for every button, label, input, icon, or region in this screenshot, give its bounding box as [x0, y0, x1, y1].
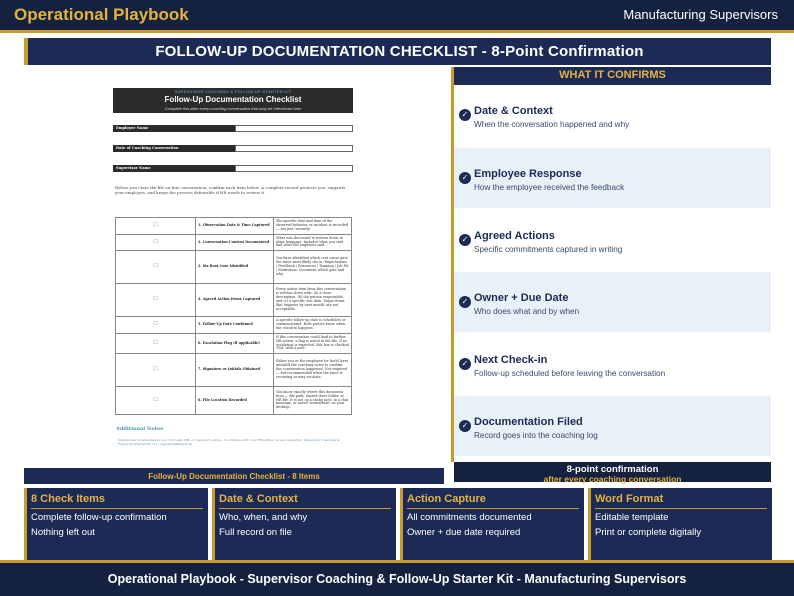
check-circle-icon: ✓ [459, 358, 471, 370]
document-header [113, 88, 353, 113]
checkbox-icon: ☐ [116, 251, 196, 284]
checkbox-icon: ☐ [116, 235, 196, 251]
checkbox-icon: ☐ [116, 317, 196, 334]
confirm-title: Documentation Filed [474, 416, 583, 428]
confirm-desc: Follow-up scheduled before leaving the conversation [474, 369, 666, 378]
confirm-item [454, 148, 771, 208]
card-line: Complete follow-up confirmation [31, 512, 167, 523]
card-divider [407, 508, 579, 509]
checklist-item: 4. Agreed Action Items Captured [196, 284, 274, 317]
card-line: Owner + due date required [407, 527, 521, 538]
confirm-item [454, 272, 771, 332]
top-divider [0, 30, 794, 33]
table-row [116, 387, 352, 415]
document-footnote [118, 438, 350, 446]
checklist-desc: What was discussed is written down in plain language. Includes what you said and what the employee said. [274, 235, 352, 251]
employee-name-field [113, 125, 353, 132]
confirm-desc: Specific commitments captured in writing [474, 245, 623, 254]
conversation-date-field [113, 145, 353, 152]
confirms-footer-line1: 8-point confirmation [566, 464, 659, 475]
table-row [116, 317, 352, 334]
card-divider [595, 508, 767, 509]
card-title: 8 Check Items [31, 493, 105, 505]
confirms-footer [454, 462, 771, 482]
check-circle-icon: ✓ [459, 109, 471, 121]
check-circle-icon: ✓ [459, 296, 471, 308]
additional-notes-heading: Additional Notes [116, 426, 164, 432]
title-banner [24, 38, 771, 65]
checklist-desc: You know exactly where this document lives — file path, shared drive folder, or HR file. It is not on a sticky note, in a chat message, or saved 'somewhere' on your desktop. [274, 387, 352, 415]
confirm-title: Employee Response [474, 168, 582, 180]
card-line: All commitments documented [407, 512, 532, 523]
checklist-desc: If this conversation could lead to further HR action, a flag is noted in the file. If no escalation is expected, this box is checked 'N/A' with a note. [274, 334, 352, 354]
check-circle-icon: ✓ [459, 234, 471, 246]
bottom-bar [0, 563, 794, 596]
checklist-desc: The specific date and time of the observed behavior or incident is recorded — not just 'recently.' [274, 218, 352, 235]
checklist-desc: Every action item from this conversation is written down with: (a) a clear description, (b) the person responsible, and (c) a specific due date. Vague items like 'improve by next month' are not acceptable. [274, 284, 352, 317]
confirm-desc: When the conversation happened and why [474, 120, 630, 129]
checkbox-icon: ☐ [116, 354, 196, 387]
confirms-footer-line2: after every coaching conversation [543, 474, 682, 484]
page-title: FOLLOW-UP DOCUMENTATION CHECKLIST - 8-Point Confirmation [155, 43, 644, 60]
feature-card [400, 488, 584, 560]
checklist-item: 3. Six Root Gate Identified [196, 251, 274, 284]
confirm-desc: Who does what and by when [474, 307, 580, 316]
card-line: Full record on file [219, 527, 292, 538]
table-row [116, 284, 352, 317]
footnote-link: Supervisor Coaching & Follow-Up Starter Kit | v1 | OperationalPlaybook [118, 438, 340, 446]
card-divider [31, 508, 203, 509]
checklist-item: 2. Conversation Content Documented [196, 235, 274, 251]
field-input-box [235, 125, 353, 132]
checklist-desc: You have identified which root cause gate the issue most likely sits in: Expectations / Feedback / Resources / Training / Job Fit / Motivation. Document which gate and why. [274, 251, 352, 284]
card-title: Word Format [595, 493, 664, 505]
document-preview [113, 88, 353, 448]
check-circle-icon: ✓ [459, 420, 471, 432]
checklist-desc: Either you or the employee (or both) have initialed the coaching notes to confirm the conversation happened. Not required — but recommended when the issue is recurring or may escalate. [274, 354, 352, 387]
field-label: Employee Name [113, 125, 235, 132]
checklist-item: 8. File Location Recorded [196, 387, 274, 415]
table-row [116, 218, 352, 235]
field-input-box [235, 145, 353, 152]
checklist-table [115, 217, 352, 415]
card-line: Editable template [595, 512, 669, 523]
footnote-text: Operational documentation tool. Not legal, HR, or regulatory advice. Coordinate with your HR partner on any escalation. [118, 438, 303, 442]
checklist-item: 1. Observation Date & Time Captured [196, 218, 274, 235]
card-line: Who, when, and why [219, 512, 308, 523]
footer-text: Operational Playbook - Supervisor Coaching & Follow-Up Starter Kit - Manufacturing Supervisors [107, 572, 687, 586]
field-label: Supervisor Name [113, 165, 235, 172]
feature-card [212, 488, 396, 560]
checklist-item: 7. Signature or Initials Obtained [196, 354, 274, 387]
table-row [116, 354, 352, 387]
checkbox-icon: ☐ [116, 334, 196, 354]
checklist-item: 5. Follow-Up Date Confirmed [196, 317, 274, 334]
confirm-title: Owner + Due Date [474, 292, 569, 304]
confirm-desc: Record goes into the coaching log [474, 431, 598, 440]
checklist-item: 6. Escalation Flag (if applicable) [196, 334, 274, 354]
card-title: Date & Context [219, 493, 298, 505]
document-intro: Before you close the file on this conversation, confirm each item below. A complete record protects you, supports your employee, and keeps the process defensible if HR needs to review it. [115, 185, 346, 195]
checkbox-icon: ☐ [116, 387, 196, 415]
table-row [116, 334, 352, 354]
audience-label: Manufacturing Supervisors [623, 7, 778, 22]
document-kicker: SUPERVISOR COACHING & FOLLOW-UP STARTER KIT [174, 89, 292, 94]
confirm-title: Next Check-in [474, 354, 548, 366]
top-bar [0, 0, 794, 30]
document-title: Follow-Up Documentation Checklist [164, 95, 302, 104]
confirm-item [454, 334, 771, 394]
checklist-desc: A specific follow-up date is scheduled or communicated. Both parties know when the check-in happens. [274, 317, 352, 334]
supervisor-name-field [113, 165, 353, 172]
confirm-item [454, 210, 771, 270]
card-divider [219, 508, 391, 509]
document-subtitle: Complete this after every coaching conversation that may be referenced later [164, 106, 302, 111]
feature-card [588, 488, 772, 560]
table-row [116, 251, 352, 284]
confirm-item [454, 396, 771, 456]
confirm-desc: How the employee received the feedback [474, 183, 625, 192]
feature-card [24, 488, 208, 560]
field-input-box [235, 165, 353, 172]
preview-caption: Follow-Up Documentation Checklist - 8 Items [24, 468, 444, 484]
table-row [116, 235, 352, 251]
checkbox-icon: ☐ [116, 218, 196, 235]
confirm-item [454, 85, 771, 145]
card-line: Nothing left out [31, 527, 95, 538]
confirm-title: Date & Context [474, 105, 553, 117]
field-label: Date of Coaching Conversation [113, 145, 235, 152]
card-title: Action Capture [407, 493, 486, 505]
confirms-heading: WHAT IT CONFIRMS [451, 67, 771, 85]
brand-title: Operational Playbook [14, 5, 189, 24]
check-circle-icon: ✓ [459, 172, 471, 184]
card-line: Print or complete digitally [595, 527, 702, 538]
checkbox-icon: ☐ [116, 284, 196, 317]
confirm-title: Agreed Actions [474, 230, 555, 242]
